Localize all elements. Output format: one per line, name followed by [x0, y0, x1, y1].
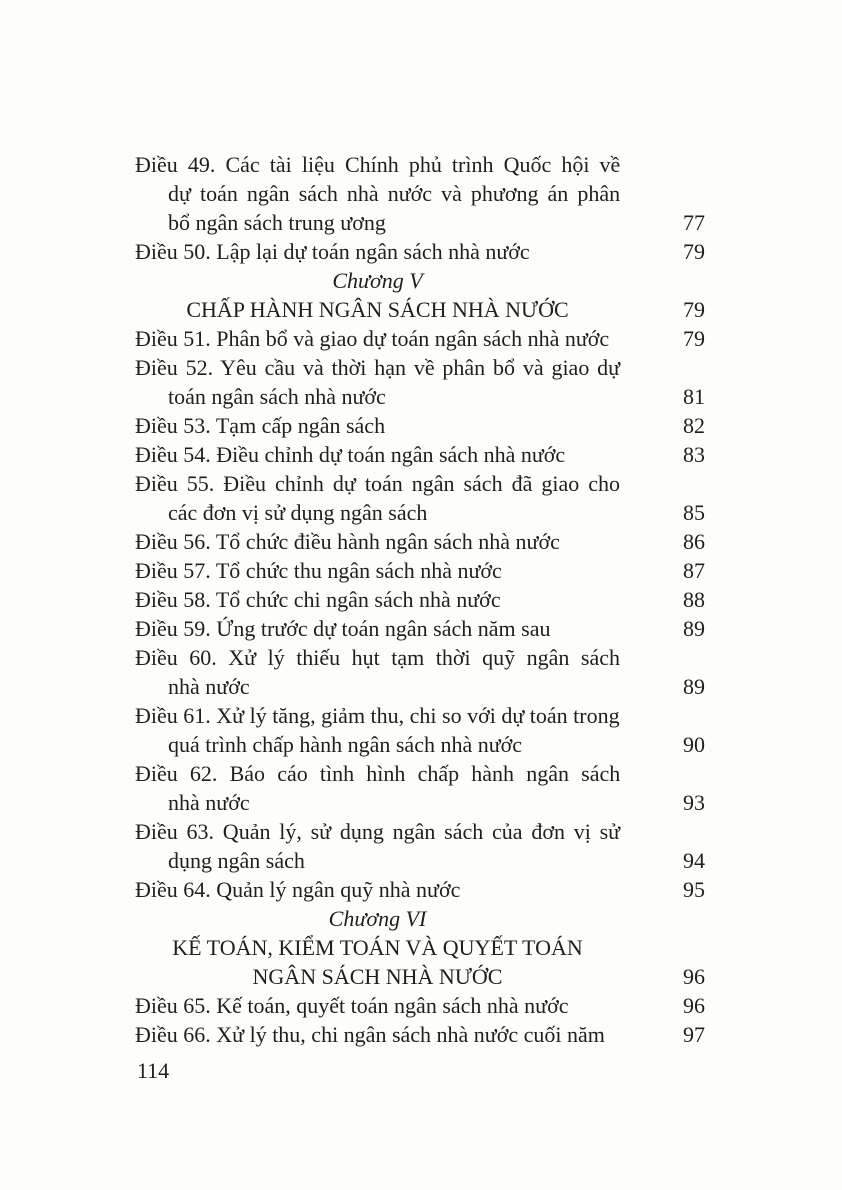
toc-line-text: Điều 65. Kế toán, quyết toán ngân sách nhà nước — [135, 993, 569, 1018]
toc-line-text: CHẤP HÀNH NGÂN SÁCH NHÀ NƯỚC — [186, 297, 569, 322]
toc-line-text: Điều 59. Ứng trước dự toán ngân sách năm sau — [135, 616, 551, 641]
toc-line-text: KẾ TOÁN, KIỂM TOÁN VÀ QUYẾT TOÁN — [172, 935, 583, 960]
toc-line-text: Điều 63. Quản lý, sử dụng ngân sách của đơn vị sử — [135, 819, 621, 844]
chapter-title — [135, 933, 705, 962]
toc-line-text: Điều 55. Điều chỉnh dự toán ngân sách đã giao cho — [135, 471, 620, 496]
toc-entry-line — [135, 759, 705, 788]
toc-entry-line — [135, 614, 705, 643]
toc-entry-line — [135, 1020, 705, 1049]
toc-page-number: 81 — [683, 384, 705, 409]
toc-line-text: Điều 60. Xử lý thiếu hụt tạm thời quỹ ngân sách — [135, 645, 620, 670]
toc-line-text: Điều 62. Báo cáo tình hình chấp hành ngân sách — [135, 761, 621, 786]
chapter-title — [135, 295, 705, 324]
toc-page-number: 96 — [683, 964, 705, 989]
toc-line-text: nhà nước — [168, 790, 250, 815]
toc-entry-continuation-line — [135, 208, 705, 237]
toc-line-text: bổ ngân sách trung ương — [168, 210, 386, 235]
toc-page-number: 77 — [683, 210, 705, 235]
toc-page-number: 94 — [683, 848, 705, 873]
toc-line-text: Điều 64. Quản lý ngân quỹ nhà nước — [135, 877, 461, 902]
toc-line-text: Điều 57. Tổ chức thu ngân sách nhà nước — [135, 558, 502, 583]
page-number: 114 — [137, 1058, 170, 1083]
toc-line-text: Điều 56. Tổ chức điều hành ngân sách nhà nước — [135, 529, 560, 554]
toc-line-text: Điều 66. Xử lý thu, chi ngân sách nhà nước cuối năm — [135, 1022, 605, 1047]
toc-page-number: 79 — [683, 297, 705, 322]
toc-line-text: Điều 58. Tổ chức chi ngân sách nhà nước — [135, 587, 501, 612]
toc-entry-line — [135, 817, 705, 846]
toc-line-text: NGÂN SÁCH NHÀ NƯỚC — [252, 964, 503, 989]
toc-entry-continuation-line — [135, 498, 705, 527]
toc-page-number: 86 — [683, 529, 705, 554]
toc-line-text: dự toán ngân sách nhà nước và phương án phân — [168, 181, 621, 206]
toc-entry-line — [135, 643, 705, 672]
toc-line-text: các đơn vị sử dụng ngân sách — [168, 500, 428, 525]
toc-page-number: 90 — [683, 732, 705, 757]
toc-page-number: 87 — [683, 558, 705, 583]
chapter-label — [135, 904, 705, 933]
toc-entry-line — [135, 440, 705, 469]
table-of-contents — [135, 150, 705, 1049]
toc-entry-line — [135, 585, 705, 614]
toc-entry-line — [135, 991, 705, 1020]
toc-page-number: 88 — [683, 587, 705, 612]
toc-line-text: nhà nước — [168, 674, 250, 699]
toc-line-text: Điều 52. Yêu cầu và thời hạn về phân bổ và giao dự — [135, 355, 621, 380]
toc-entry-line — [135, 875, 705, 904]
chapter-title — [135, 962, 705, 991]
chapter-label — [135, 266, 705, 295]
toc-line-text: toán ngân sách nhà nước — [168, 384, 386, 409]
toc-line-text: Điều 53. Tạm cấp ngân sách — [135, 413, 386, 438]
toc-entry-continuation-line — [135, 179, 705, 208]
toc-entry-line — [135, 237, 705, 266]
toc-line-text: Điều 51. Phân bổ và giao dự toán ngân sách nhà nước — [135, 326, 610, 351]
toc-line-text: Điều 61. Xử lý tăng, giảm thu, chi so với dự toán trong — [135, 703, 620, 728]
toc-page-number: 79 — [683, 239, 705, 264]
toc-entry-continuation-line — [135, 846, 705, 875]
toc-page-number: 95 — [683, 877, 705, 902]
toc-entry-line — [135, 556, 705, 585]
toc-line-text: Điều 54. Điều chỉnh dự toán ngân sách nhà nước — [135, 442, 566, 467]
toc-entry-continuation-line — [135, 730, 705, 759]
toc-line-text: Điều 50. Lập lại dự toán ngân sách nhà nước — [135, 239, 530, 264]
toc-line-text: quá trình chấp hành ngân sách nhà nước — [168, 732, 523, 757]
toc-entry-line — [135, 469, 705, 498]
toc-line-text: dụng ngân sách — [168, 848, 305, 873]
toc-line-text: Điều 49. Các tài liệu Chính phủ trình Quốc hội về — [135, 152, 621, 177]
toc-page-number: 97 — [683, 1022, 705, 1047]
toc-page-number: 96 — [683, 993, 705, 1018]
toc-entry-line — [135, 324, 705, 353]
toc-page-number: 79 — [683, 326, 705, 351]
toc-page-number: 93 — [683, 790, 705, 815]
toc-entry-line — [135, 527, 705, 556]
toc-page-number: 82 — [683, 413, 705, 438]
toc-page-number: 83 — [683, 442, 705, 467]
toc-line-text: Chương V — [332, 268, 423, 293]
toc-entry-line — [135, 411, 705, 440]
toc-entry-continuation-line — [135, 788, 705, 817]
toc-page-number: 85 — [683, 500, 705, 525]
toc-page-number: 89 — [683, 616, 705, 641]
toc-line-text: Chương VI — [328, 906, 427, 931]
toc-page-number: 89 — [683, 674, 705, 699]
toc-entry-continuation-line — [135, 672, 705, 701]
toc-entry-line — [135, 701, 705, 730]
toc-entry-line — [135, 353, 705, 382]
toc-entry-continuation-line — [135, 382, 705, 411]
toc-entry-line — [135, 150, 705, 179]
